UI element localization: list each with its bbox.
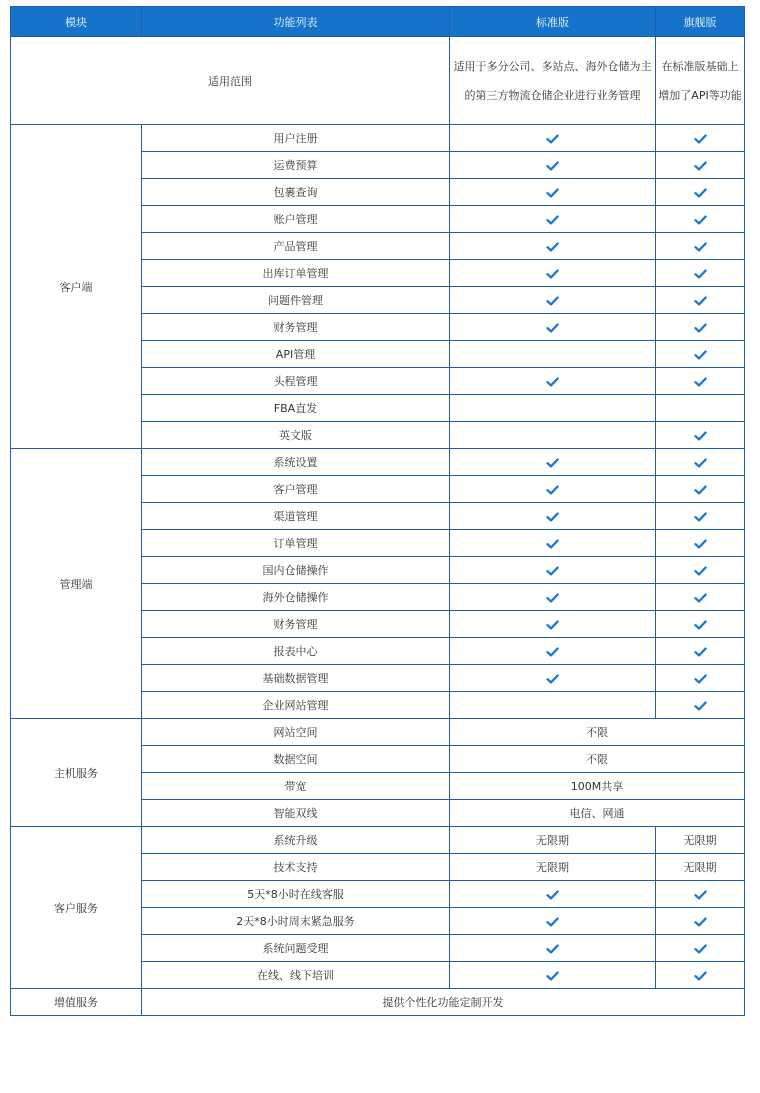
check-icon — [546, 890, 559, 900]
scope-standard: 适用于多分公司、多站点、海外仓储为主的第三方物流仓储企业进行业务管理 — [450, 37, 656, 125]
standard-cell — [450, 287, 656, 314]
flagship-cell — [656, 476, 745, 503]
feature-cell: 系统问题受理 — [142, 935, 450, 962]
check-icon — [694, 161, 707, 171]
check-icon — [546, 593, 559, 603]
check-icon — [546, 296, 559, 306]
standard-cell — [450, 557, 656, 584]
flagship-cell — [656, 125, 745, 152]
check-icon — [694, 431, 707, 441]
check-icon — [694, 188, 707, 198]
standard-cell — [450, 341, 656, 368]
flagship-cell — [656, 314, 745, 341]
feature-cell: 2天*8小时周末紧急服务 — [142, 908, 450, 935]
flagship-cell — [656, 260, 745, 287]
standard-cell: 无限期 — [450, 827, 656, 854]
standard-cell — [450, 962, 656, 989]
header-standard: 标准版 — [450, 7, 656, 37]
standard-cell — [450, 233, 656, 260]
header-module: 模块 — [11, 7, 142, 37]
flagship-cell — [656, 503, 745, 530]
check-icon — [694, 458, 707, 468]
module-cell: 客户服务 — [11, 827, 142, 989]
feature-cell: FBA直发 — [142, 395, 450, 422]
standard-cell — [450, 935, 656, 962]
check-icon — [694, 539, 707, 549]
feature-comparison-table — [10, 6, 745, 1016]
feature-cell: 包裹查询 — [142, 179, 450, 206]
value-added-row — [11, 989, 745, 1016]
check-icon — [694, 242, 707, 252]
check-icon — [694, 566, 707, 576]
check-icon — [694, 269, 707, 279]
check-icon — [694, 350, 707, 360]
header-flagship: 旗舰版 — [656, 7, 745, 37]
flagship-cell — [656, 881, 745, 908]
flagship-cell — [656, 584, 745, 611]
standard-cell — [450, 584, 656, 611]
feature-cell: 网站空间 — [142, 719, 450, 746]
value-added-text: 提供个性化功能定制开发 — [142, 989, 745, 1016]
feature-cell: API管理 — [142, 341, 450, 368]
table-row — [11, 449, 745, 476]
feature-cell: 英文版 — [142, 422, 450, 449]
check-icon — [694, 674, 707, 684]
check-icon — [546, 620, 559, 630]
standard-cell: 无限期 — [450, 854, 656, 881]
check-icon — [546, 269, 559, 279]
standard-cell — [450, 476, 656, 503]
standard-cell — [450, 881, 656, 908]
feature-cell: 系统升级 — [142, 827, 450, 854]
feature-cell: 用户注册 — [142, 125, 450, 152]
feature-cell: 带宽 — [142, 773, 450, 800]
check-icon — [546, 917, 559, 927]
feature-cell: 数据空间 — [142, 746, 450, 773]
feature-cell: 报表中心 — [142, 638, 450, 665]
check-icon — [546, 458, 559, 468]
feature-cell: 问题件管理 — [142, 287, 450, 314]
check-icon — [546, 134, 559, 144]
scope-flagship: 在标准版基础上增加了API等功能 — [656, 37, 745, 125]
table-row — [11, 719, 745, 746]
check-icon — [546, 323, 559, 333]
standard-cell — [450, 908, 656, 935]
flagship-cell — [656, 692, 745, 719]
header-features: 功能列表 — [142, 7, 450, 37]
table-body — [11, 37, 745, 1016]
flagship-cell — [656, 449, 745, 476]
value-added-label: 增值服务 — [11, 989, 142, 1016]
check-icon — [546, 647, 559, 657]
flagship-cell — [656, 368, 745, 395]
standard-cell — [450, 611, 656, 638]
standard-cell — [450, 125, 656, 152]
feature-cell: 系统设置 — [142, 449, 450, 476]
feature-cell: 基础数据管理 — [142, 665, 450, 692]
header-row — [11, 7, 745, 37]
flagship-cell: 无限期 — [656, 854, 745, 881]
check-icon — [546, 188, 559, 198]
scope-label: 适用范围 — [11, 37, 450, 125]
feature-cell: 海外仓储操作 — [142, 584, 450, 611]
feature-cell: 财务管理 — [142, 314, 450, 341]
module-cell: 管理端 — [11, 449, 142, 719]
standard-cell — [450, 206, 656, 233]
check-icon — [546, 512, 559, 522]
feature-cell: 5天*8小时在线客服 — [142, 881, 450, 908]
feature-cell: 客户管理 — [142, 476, 450, 503]
flagship-cell — [656, 530, 745, 557]
feature-cell: 智能双线 — [142, 800, 450, 827]
flagship-cell — [656, 611, 745, 638]
flagship-cell — [656, 341, 745, 368]
standard-cell — [450, 638, 656, 665]
flagship-cell — [656, 179, 745, 206]
check-icon — [694, 620, 707, 630]
standard-cell — [450, 179, 656, 206]
flagship-cell — [656, 908, 745, 935]
standard-cell — [450, 692, 656, 719]
module-cell: 主机服务 — [11, 719, 142, 827]
feature-cell: 产品管理 — [142, 233, 450, 260]
check-icon — [694, 647, 707, 657]
feature-cell: 出库订单管理 — [142, 260, 450, 287]
check-icon — [694, 944, 707, 954]
flagship-cell — [656, 665, 745, 692]
standard-cell — [450, 503, 656, 530]
check-icon — [694, 512, 707, 522]
check-icon — [546, 242, 559, 252]
check-icon — [694, 701, 707, 711]
check-icon — [694, 917, 707, 927]
flagship-cell — [656, 935, 745, 962]
feature-cell: 财务管理 — [142, 611, 450, 638]
flagship-cell — [656, 233, 745, 260]
feature-cell: 在线、线下培训 — [142, 962, 450, 989]
standard-cell — [450, 449, 656, 476]
check-icon — [546, 971, 559, 981]
check-icon — [694, 485, 707, 495]
standard-cell — [450, 152, 656, 179]
check-icon — [546, 674, 559, 684]
flagship-cell — [656, 638, 745, 665]
feature-cell: 技术支持 — [142, 854, 450, 881]
standard-cell — [450, 368, 656, 395]
check-icon — [546, 161, 559, 171]
flagship-cell — [656, 422, 745, 449]
feature-cell: 国内仓储操作 — [142, 557, 450, 584]
shared-value-cell: 不限 — [450, 719, 745, 746]
standard-cell — [450, 314, 656, 341]
feature-cell: 企业网站管理 — [142, 692, 450, 719]
standard-cell — [450, 530, 656, 557]
flagship-cell — [656, 287, 745, 314]
standard-cell — [450, 395, 656, 422]
feature-cell: 渠道管理 — [142, 503, 450, 530]
module-cell: 客户端 — [11, 125, 142, 449]
check-icon — [694, 377, 707, 387]
feature-cell: 订单管理 — [142, 530, 450, 557]
check-icon — [546, 377, 559, 387]
shared-value-cell: 电信、网通 — [450, 800, 745, 827]
standard-cell — [450, 422, 656, 449]
check-icon — [694, 890, 707, 900]
flagship-cell — [656, 206, 745, 233]
standard-cell — [450, 260, 656, 287]
standard-cell — [450, 665, 656, 692]
feature-cell: 运费预算 — [142, 152, 450, 179]
flagship-cell — [656, 962, 745, 989]
check-icon — [546, 539, 559, 549]
check-icon — [546, 215, 559, 225]
flagship-cell — [656, 557, 745, 584]
check-icon — [694, 134, 707, 144]
check-icon — [546, 485, 559, 495]
check-icon — [546, 944, 559, 954]
check-icon — [694, 971, 707, 981]
flagship-cell — [656, 152, 745, 179]
flagship-cell: 无限期 — [656, 827, 745, 854]
feature-cell: 头程管理 — [142, 368, 450, 395]
table-row — [11, 827, 745, 854]
check-icon — [694, 593, 707, 603]
table-row — [11, 125, 745, 152]
check-icon — [546, 566, 559, 576]
check-icon — [694, 296, 707, 306]
flagship-cell — [656, 395, 745, 422]
shared-value-cell: 不限 — [450, 746, 745, 773]
scope-row — [11, 37, 745, 125]
check-icon — [694, 323, 707, 333]
shared-value-cell: 100M共享 — [450, 773, 745, 800]
check-icon — [694, 215, 707, 225]
feature-cell: 账户管理 — [142, 206, 450, 233]
